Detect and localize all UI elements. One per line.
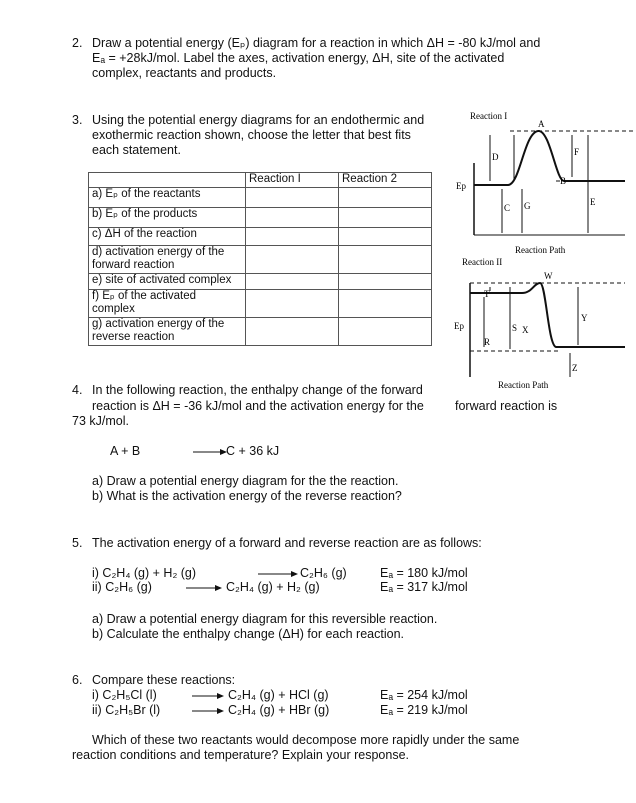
q4-line1: In the following reaction, the enthalpy change of the forward xyxy=(92,383,423,397)
reaction-arrow-icon xyxy=(186,583,222,593)
answer-cell[interactable] xyxy=(339,246,432,274)
answer-cell[interactable] xyxy=(339,274,432,290)
q5-number: 5. xyxy=(72,536,83,550)
table-row-label: b) Eₚ of the products xyxy=(89,208,246,228)
table-row-label: c) ΔH of the reaction xyxy=(89,228,246,246)
q3-line3: each statement. xyxy=(92,143,181,157)
q3-col-reaction-1: Reaction I xyxy=(246,173,339,188)
answer-cell[interactable] xyxy=(339,290,432,318)
diagram-1-title: Reaction I xyxy=(470,111,508,121)
q2-line1: Draw a potential energy (Eₚ) diagram for a reaction in which ΔH = -80 kJ/mol and xyxy=(92,36,541,50)
q5-ii-reactants: ii) C₂H₆ (g) xyxy=(92,580,152,594)
q4-part-a: a) Draw a potential energy diagram for the the reaction. xyxy=(92,474,399,488)
table-row-label: d) activation energy of the forward reaction xyxy=(89,246,246,274)
q6-i-reactant: i) C₂H₅Cl (l) xyxy=(92,688,157,702)
q5-i-reactants: i) C₂H₄ (g) + H₂ (g) xyxy=(92,566,197,580)
q5-i-products: C₂H₆ (g) xyxy=(300,566,347,580)
answer-cell[interactable] xyxy=(246,208,339,228)
q4-equation-right: C + 36 kJ xyxy=(226,444,280,458)
answer-cell[interactable] xyxy=(339,208,432,228)
diagram-2-title: Reaction II xyxy=(462,257,503,267)
q6-ii-products: C₂H₄ (g) + HBr (g) xyxy=(228,703,330,717)
q4-equation-left: A + B xyxy=(110,444,141,458)
reaction-arrow-icon xyxy=(192,691,224,701)
answer-cell[interactable] xyxy=(339,318,432,346)
answer-cell[interactable] xyxy=(246,318,339,346)
energy-curve xyxy=(470,283,625,347)
diagram-1-ylabel: Ep xyxy=(456,181,466,191)
table-row-label: a) Eₚ of the reactants xyxy=(89,188,246,208)
answer-cell[interactable] xyxy=(246,188,339,208)
reaction-2-diagram xyxy=(440,255,636,395)
q6-number: 6. xyxy=(72,673,83,687)
label-y: Y xyxy=(581,313,588,323)
label-c: C xyxy=(504,203,511,213)
q2-line3: complex, reactants and products. xyxy=(92,66,277,80)
q5-intro: The activation energy of a forward and reverse reaction are as follows: xyxy=(92,536,482,550)
q3-line1: Using the potential energy diagrams for an endothermic and xyxy=(92,113,425,127)
q3-col-reaction-2: Reaction 2 xyxy=(339,173,432,188)
table-row-label: f) Eₚ of the activated complex xyxy=(89,290,246,318)
diagram-2-ylabel: Ep xyxy=(454,321,464,331)
q4-line1b: forward reaction is xyxy=(455,399,558,413)
label-s: S xyxy=(512,323,518,333)
diagram-2-xlabel: Reaction Path xyxy=(498,380,549,390)
q4-number: 4. xyxy=(72,383,83,397)
label-e: E xyxy=(590,197,596,207)
label-g: G xyxy=(524,201,531,211)
q6-intro: Compare these reactions: xyxy=(92,673,236,687)
answer-cell[interactable] xyxy=(246,274,339,290)
label-w: W xyxy=(544,271,553,281)
q6-ii-ea: Eₐ = 219 kJ/mol xyxy=(380,703,468,717)
label-b: B xyxy=(560,176,567,186)
label-z: Z xyxy=(572,363,578,373)
q5-part-a: a) Draw a potential energy diagram for this reversible reaction. xyxy=(92,612,438,626)
q4-line2: reaction is ΔH = -36 kJ/mol and the activation energy for the xyxy=(92,399,424,413)
table-row-label: g) activation energy of the reverse reaction xyxy=(89,318,246,346)
q5-ii-products: C₂H₄ (g) + H₂ (g) xyxy=(226,580,320,594)
table-row-label: e) site of activated complex xyxy=(89,274,246,290)
q6-question-line1: Which of these two reactants would decompose more rapidly under the same xyxy=(92,733,520,747)
reaction-arrow-icon xyxy=(258,569,298,579)
q3-answer-table xyxy=(88,172,432,346)
diagram-1-xlabel: Reaction Path xyxy=(515,245,566,255)
q6-ii-reactant: ii) C₂H₅Br (l) xyxy=(92,703,161,717)
answer-cell[interactable] xyxy=(246,290,339,318)
q6-i-products: C₂H₄ (g) + HCl (g) xyxy=(228,688,329,702)
q2-number: 2. xyxy=(72,36,83,50)
q5-part-b: b) Calculate the enthalpy change (ΔH) for each reaction. xyxy=(92,627,404,641)
reaction-arrow-icon xyxy=(193,447,227,457)
q6-question-line2: reaction conditions and temperature? Explain your response. xyxy=(72,748,410,762)
q5-i-ea: Eₐ = 180 kJ/mol xyxy=(380,566,468,580)
answer-cell[interactable] xyxy=(339,228,432,246)
q3-line2: exothermic reaction shown, choose the letter that best fits xyxy=(92,128,411,142)
q5-ii-ea: Eₐ = 317 kJ/mol xyxy=(380,580,468,594)
q6-i-ea: Eₐ = 254 kJ/mol xyxy=(380,688,468,702)
answer-cell[interactable] xyxy=(246,228,339,246)
q4-part-b: b) What is the activation energy of the reverse reaction? xyxy=(92,489,402,503)
reaction-1-diagram xyxy=(440,105,636,260)
answer-cell[interactable] xyxy=(246,246,339,274)
label-r: R xyxy=(484,337,491,347)
reaction-arrow-icon xyxy=(192,706,224,716)
q2-line2: Eₐ = +28kJ/mol. Label the axes, activation energy, ΔH, site of the activated xyxy=(92,51,505,65)
label-x: X xyxy=(522,325,529,335)
label-t: T xyxy=(484,289,490,299)
label-d: D xyxy=(492,152,499,162)
q3-number: 3. xyxy=(72,113,83,127)
answer-cell[interactable] xyxy=(339,188,432,208)
q4-line3: 73 kJ/mol. xyxy=(72,414,129,428)
label-a: A xyxy=(538,119,545,129)
label-f: F xyxy=(574,147,580,157)
